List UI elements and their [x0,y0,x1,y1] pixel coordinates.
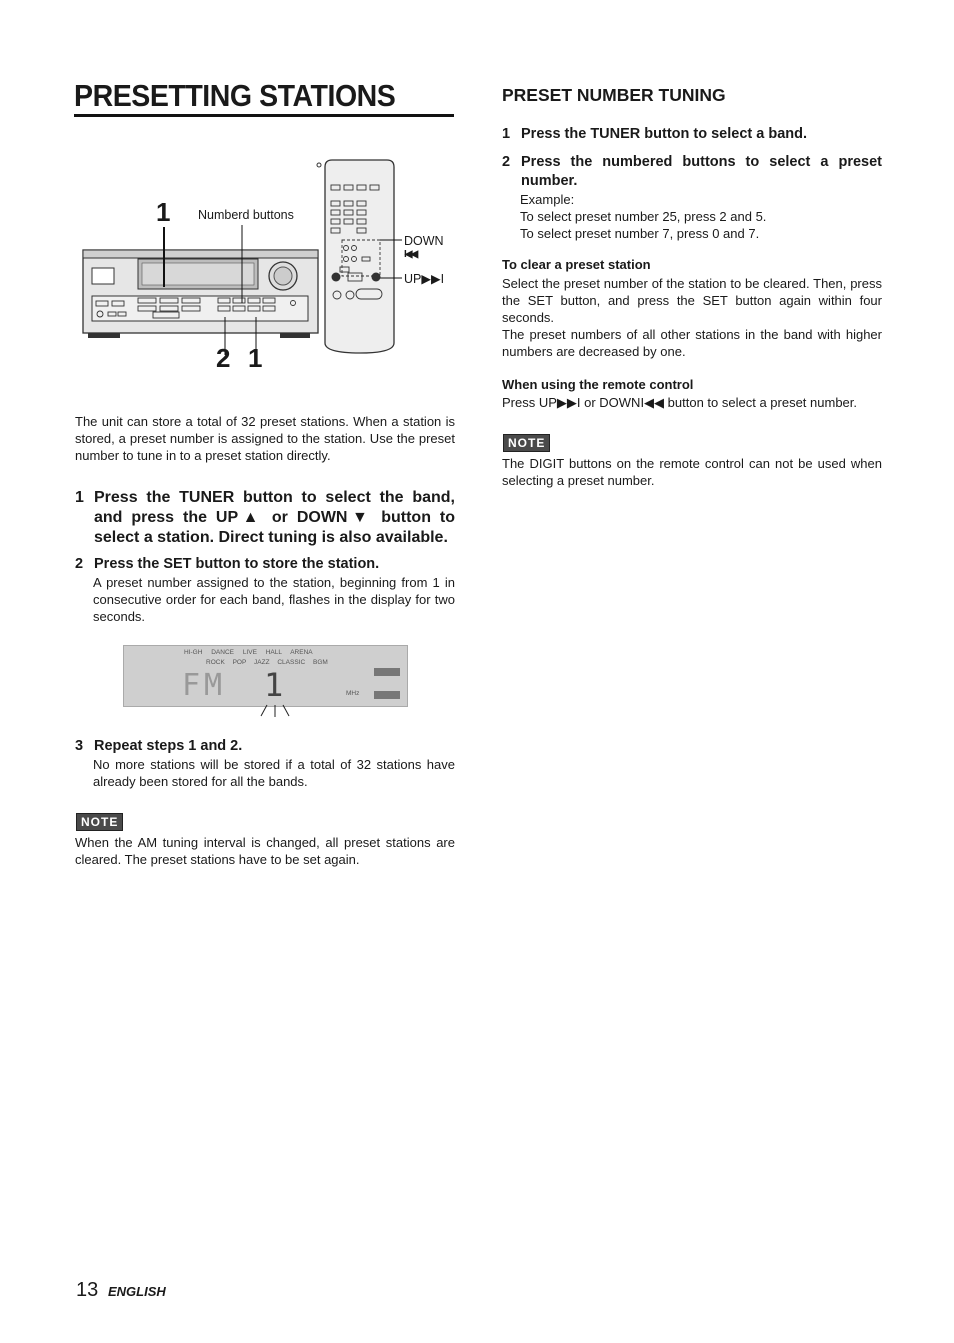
step-2 [502,153,882,191]
callout-number: 1 [248,343,263,373]
callout-label: DOWN [404,234,444,248]
clear-text: Select the preset number of the station to be cleared. Then, press the SET button, and press the SET button again within four seconds. [502,276,882,325]
note-text: When the AM tuning interval is changed, all preset stations are cleared. The preset stations have to be set again. [75,835,455,867]
page-language: ENGLISH [108,1284,166,1299]
section-title: PRESET NUMBER TUNING [502,85,726,105]
step-text: Press the SET button to store the station. [94,556,380,572]
display-band: FM [182,668,227,703]
example-line: To select preset number 25, press 2 and 5. [520,209,767,224]
display-indicator [374,668,400,676]
step-1 [502,125,882,144]
step-2 [75,555,455,574]
remote-heading: When using the remote control [502,377,694,392]
mode-label: CLASSIC [277,659,306,666]
mode-label: LIVE [242,649,257,656]
callout-number: 2 [216,343,231,373]
title-rule [74,114,454,117]
step-number: 1 [502,126,511,142]
clear-heading: To clear a preset station [502,257,651,272]
flash-marks [255,703,295,719]
callout-label: Numberd buttons [198,208,294,222]
step-text: Press the TUNER button to select the band, and press the UP▲ or DOWN▼ button to select a station. Direct tuning is also available. [94,489,455,546]
mode-label: DANCE [211,649,234,656]
display-panel [123,645,408,707]
mode-label: ROCK [206,659,225,666]
example-label: Example: [520,192,575,207]
step-3 [75,737,455,756]
step-body: A preset number assigned to the station, beginning from 1 in consecutive order for each band, flashes in the display for two seconds. [93,575,455,624]
step-number: 2 [75,556,84,572]
step-number: 2 [502,154,511,170]
step-number: 3 [75,738,84,754]
page-number: 13 [76,1279,99,1301]
mode-label: POP [232,659,247,666]
page-title: PRESETTING STATIONS [74,78,396,113]
callout-number: 1 [156,197,171,227]
mode-label: JAZZ [254,659,270,666]
display-preset: 1 [264,666,284,704]
mode-label: ARENA [290,649,313,656]
step-text: Repeat steps 1 and 2. [94,738,243,754]
step-text: Press the TUNER button to select a band. [521,126,808,142]
step-1 [75,488,455,548]
mode-label: HI-GH [184,649,203,656]
display-modes-bottom [206,659,328,666]
example-line: To select preset number 7, press 0 and 7. [520,226,760,241]
receiver-remote-figure [80,155,460,375]
intro-paragraph: The unit can store a total of 32 preset stations. When a station is stored, a preset number is assigned to the station. Use the preset number to tune in to a preset station directly. [75,414,455,463]
step-number: 1 [75,489,84,506]
step-text: Press the numbered buttons to select a preset number. [521,154,882,189]
display-modes-top [184,649,313,656]
note-text: The DIGIT buttons on the remote control can not be used when selecting a preset number. [502,456,882,488]
receiver-remote-illustration [80,155,460,375]
note-badge: NOTE [503,434,550,452]
mode-label: HALL [265,649,282,656]
callout-label: UP▶▶I [404,272,445,286]
display-indicator [374,691,400,699]
note-badge: NOTE [76,813,123,831]
display-unit: MHz [346,690,360,697]
clear-text: The preset numbers of all other stations in the band with higher numbers are decreased by one. [502,327,882,359]
step-body: No more stations will be stored if a total of 32 stations have already been stored for all the bands. [93,757,455,789]
remote-text: Press UP▶▶I or DOWNI◀◀ button to select a preset number. [502,395,858,410]
callout-symbol: I◀◀ [404,249,417,260]
mode-label: BGM [313,659,328,666]
